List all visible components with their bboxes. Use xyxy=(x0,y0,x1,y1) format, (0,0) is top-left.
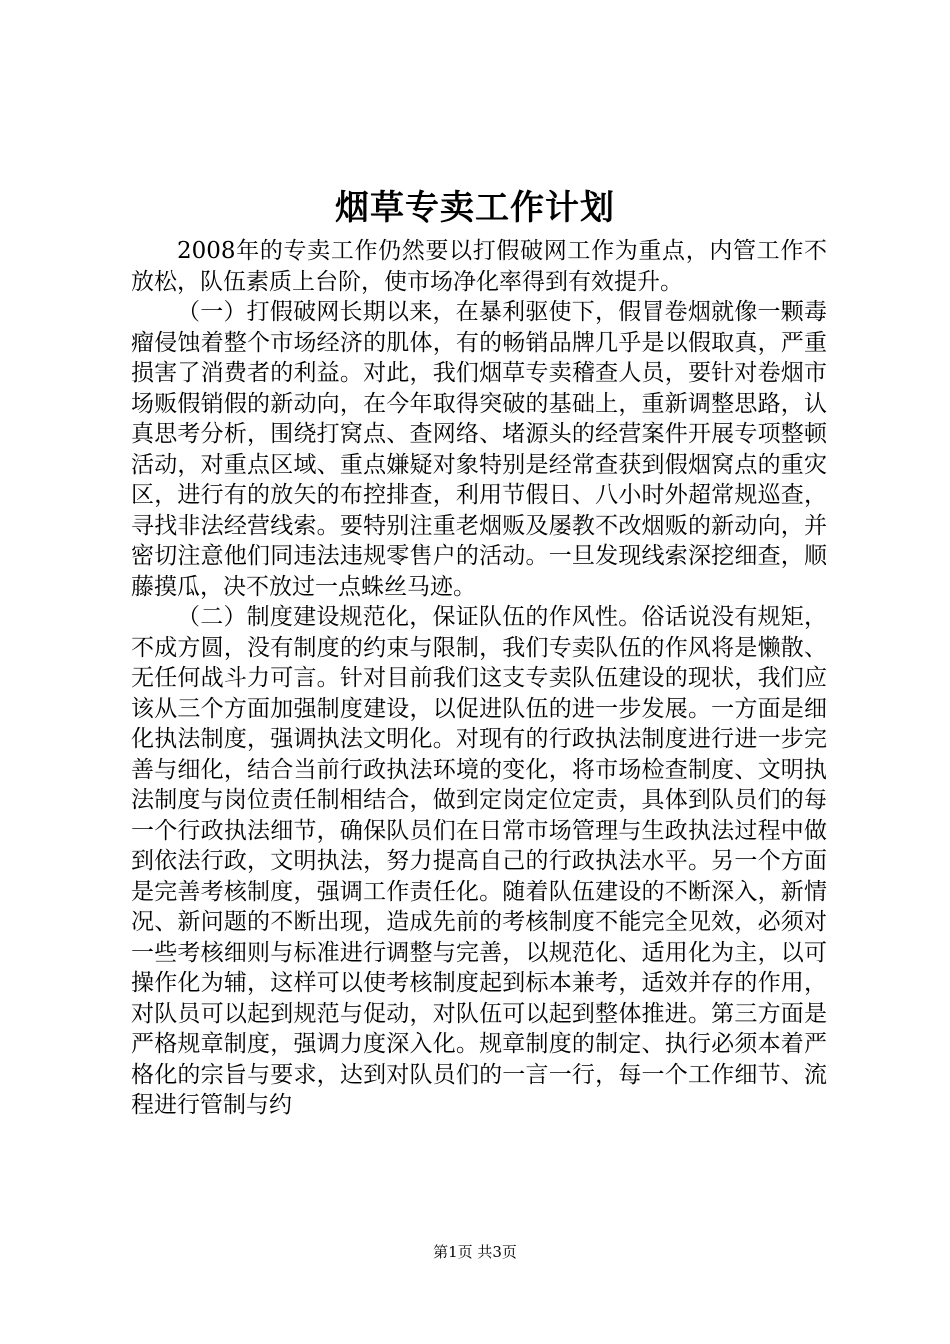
paragraph-section-2: （二）制度建设规范化，保证队伍的作风性。俗话说没有规矩，不成方圆，没有制度的约束与限制，我们专卖队伍的作风将是懒散、无任何战斗力可言。针对目前我们这支专卖队伍建设的现状，我们应该从三个方面加强制度建设，以促进队伍的进一步发展。一方面是细化执法制度，强调执法文明化。对现有的行政执法制度进行进一步完善与细化，结合当前行政执法环境的变化，将市场检查制度、文明执法制度与岗位责任制相结合，做到定岗定位定责，具体到队员们的每一个行政执法细节，确保队员们在日常市场管理与生政执法过程中做到依法行政，文明执法，努力提高自己的行政执法水平。另一个方面是完善考核制度，强调工作责任化。随着队伍建设的不断深入，新情况、新问题的不断出现，造成先前的考核制度不能完全见效，必须对一些考核细则与标准进行调整与完善，以规范化、适用化为主，以可操作化为辅，这样可以使考核制度起到标本兼考，适效并存的作用，对队员可以起到规范与促动，对队伍可以起到整体推进。第三方面是严格规章制度，强调力度深入化。规章制度的制定、执行必须本着严格化的宗旨与要求，达到对队员们的一言一行，每一个工作细节、流程进行管制与约 xyxy=(131,604,827,1118)
document-body xyxy=(131,236,827,1121)
paragraph-intro: 2008年的专卖工作仍然要以打假破网工作为重点，内管工作不放松，队伍素质上台阶，使市场净化率得到有效提升。 xyxy=(131,238,827,295)
paragraph-section-1: （一）打假破网长期以来，在暴利驱使下，假冒卷烟就像一颗毒瘤侵蚀着整个市场经济的肌体，有的畅销品牌几乎是以假取真，严重损害了消费者的利益。对此，我们烟草专卖稽查人员，要针对卷烟市场贩假销假的新动向，在今年取得突破的基础上，重新调整思路，认真思考分析，围绕打窝点、查网络、堵源头的经营案件开展专项整顿活动，对重点区域、重点嫌疑对象特别是经常查获到假烟窝点的重灾区，进行有的放矢的布控排查，利用节假日、八小时外超常规巡查，寻找非法经营线索。要特别注重老烟贩及屡教不改烟贩的新动向，并密切注意他们同违法违规零售户的活动。一旦发现线索深挖细查，顺藤摸瓜，决不放过一点蛛丝马迹。 xyxy=(131,299,827,600)
document-title: 烟草专卖工作计划 xyxy=(335,188,615,228)
page-footer: 第1页 共3页 xyxy=(433,1243,517,1261)
